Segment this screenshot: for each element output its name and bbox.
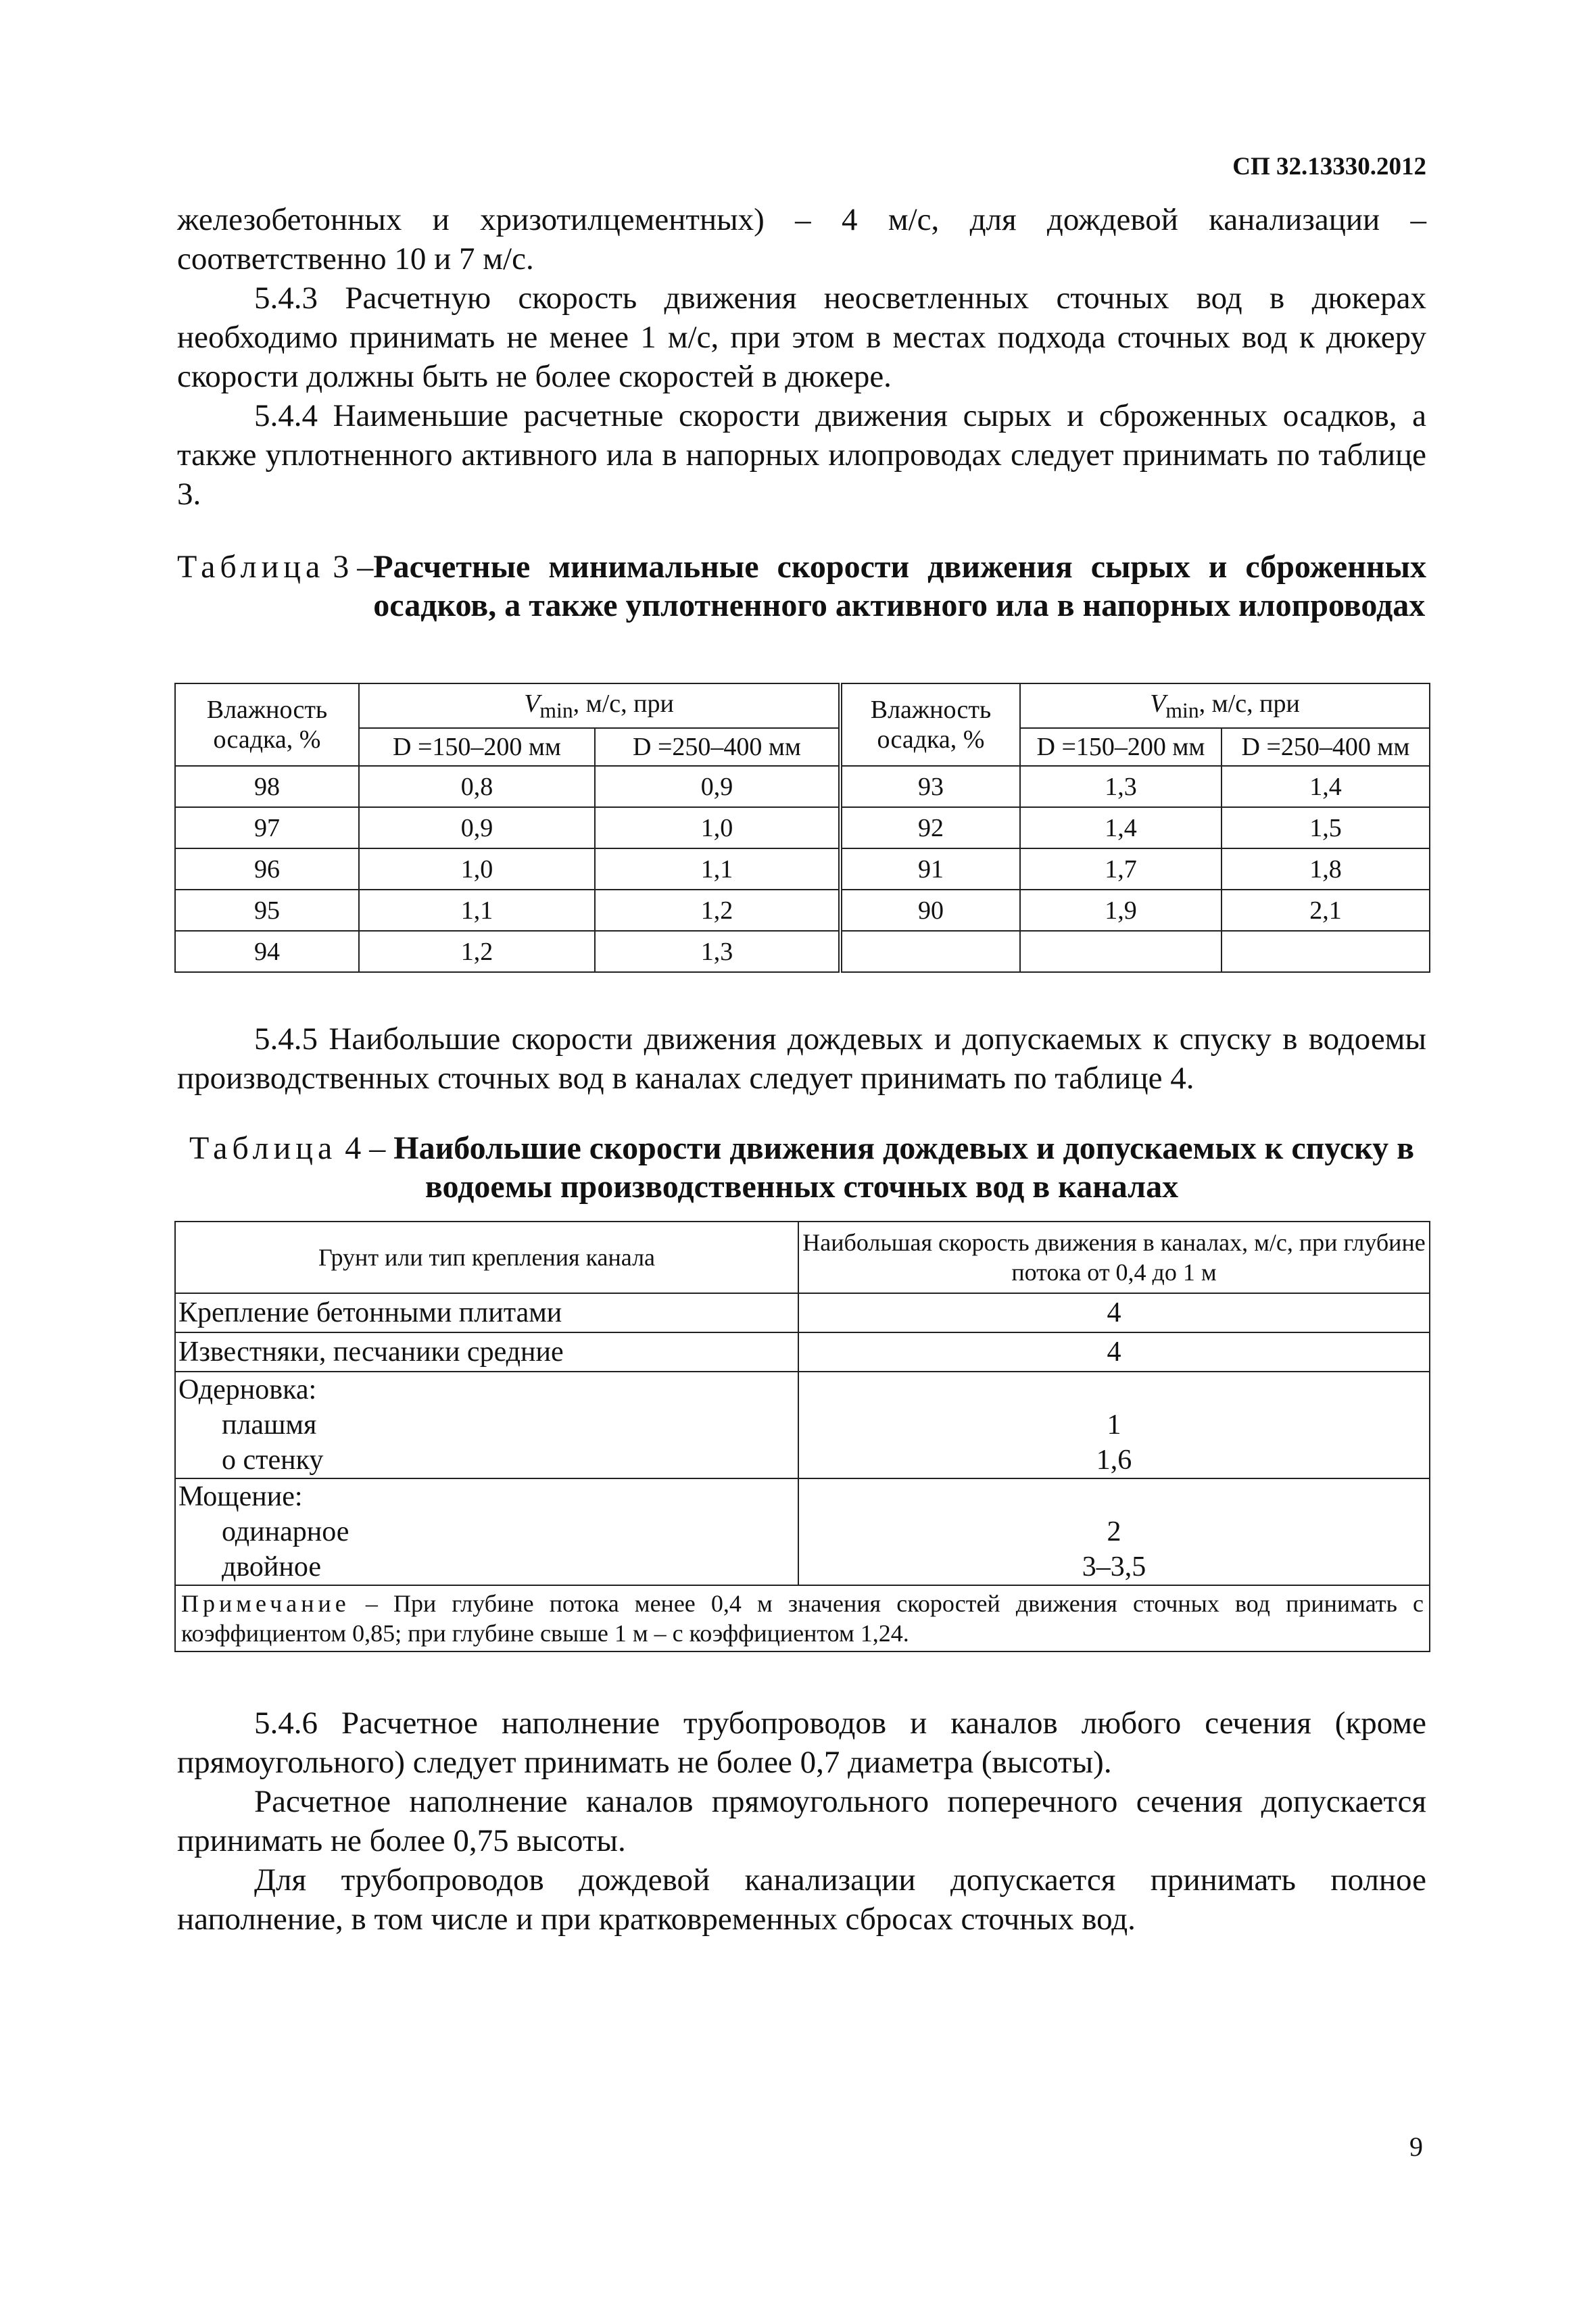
table-cell — [1020, 931, 1222, 972]
table3-sub-d2-right: D =250–400 мм — [1222, 728, 1430, 766]
table-cell: 1,9 — [1020, 890, 1222, 931]
table3-header-vmin-left — [359, 683, 840, 728]
row-sublabel: о стенку — [222, 1445, 324, 1476]
table-row — [175, 1293, 1430, 1332]
row-label: Одерновка: — [178, 1374, 317, 1405]
table3-vmin-unit: , м/с, при — [1199, 689, 1300, 718]
table-cell: 90 — [840, 890, 1020, 931]
table-cell: 0,9 — [595, 766, 840, 807]
table4-note-row — [175, 1585, 1430, 1651]
table3-vmin-unit: , м/с, при — [573, 689, 674, 718]
table-cell: 1,1 — [595, 848, 840, 890]
table-cell: 1,0 — [595, 807, 840, 848]
table-cell — [798, 1372, 1430, 1478]
table-cell — [1222, 931, 1430, 972]
table3-vmin-subscript: min — [1165, 698, 1199, 723]
table-cell: 92 — [840, 807, 1020, 848]
paragraph-5-4-5: 5.4.5 Наибольшие скорости движения дождевых и допускаемых к спуску в водоемы производственных сточных вод в каналах следует принимать по таблице 4. — [177, 1021, 1426, 1096]
table3-sub-d1-right: D =150–200 мм — [1020, 728, 1222, 766]
row-sublabel: двойное — [222, 1551, 322, 1583]
text-block-bottom — [177, 1704, 1426, 1939]
table-row — [175, 1332, 1430, 1372]
table-cell: Крепление бетонными плитами — [175, 1293, 798, 1332]
paragraph-continuation: железобетонных и хризотилцементных) – 4 м/с, для дождевой канализации – соответственно 10 и 7 м/с. — [177, 202, 1426, 276]
paragraph-fill-rect: Расчетное наполнение каналов прямоугольного поперечного сечения допускается принимать не более 0,75 высоты. — [177, 1784, 1426, 1858]
table-row — [175, 766, 1430, 807]
table4-caption-number: 4 – — [337, 1130, 394, 1166]
note-lead: Примечание — [181, 1590, 350, 1617]
paragraph-5-4-6: 5.4.6 Расчетное наполнение трубопроводов и каналов любого сечения (кроме прямоугольного) следует принимать не более 0,7 диаметра (высоты). — [177, 1706, 1426, 1780]
table-cell: 98 — [175, 766, 359, 807]
table-cell — [840, 931, 1020, 972]
text-block-top — [177, 200, 1426, 514]
note-text: – При глубине потока менее 0,4 м значения скоростей движения сточных вод принимать с коэффициентом 0,85; при глубине свыше 1 м – с коэффициентом 1,24. — [181, 1590, 1424, 1647]
table-cell: 95 — [175, 890, 359, 931]
table4-caption — [177, 1129, 1426, 1206]
table-cell: 0,9 — [359, 807, 595, 848]
table-row — [175, 807, 1430, 848]
row-sublabel: плашмя — [222, 1409, 317, 1441]
row-label: Мощение: — [178, 1481, 303, 1512]
table3-header-moisture-right: Влажность осадка, % — [840, 683, 1020, 766]
row-sublabel: одинарное — [222, 1516, 349, 1547]
table-cell: 93 — [840, 766, 1020, 807]
table3-sub-d2-left: D =250–400 мм — [595, 728, 840, 766]
table-row — [175, 848, 1430, 890]
table-cell: 1,4 — [1222, 766, 1430, 807]
table4-note — [175, 1585, 1430, 1651]
table-row — [175, 931, 1430, 972]
table3-caption-prefix — [177, 548, 373, 625]
row-value: 1,6 — [1096, 1445, 1132, 1476]
table-cell: 1,5 — [1222, 807, 1430, 848]
table3-vmin-symbol: V — [524, 689, 540, 718]
table-cell — [175, 1372, 798, 1478]
row-spacer — [802, 1479, 1426, 1514]
table-cell: 4 — [798, 1332, 1430, 1372]
table3-caption-lead: Таблица — [177, 549, 325, 585]
table-cell — [175, 1478, 798, 1585]
table3-vmin-subscript: min — [539, 698, 573, 723]
table4 — [174, 1221, 1430, 1652]
row-value: 1 — [1107, 1409, 1121, 1441]
table3-caption-title: Расчетные минимальные скорости движения сырых и сброженных осадков, а также уплотненного активного ила в напорных илопроводах — [373, 549, 1426, 623]
table-cell: 1,7 — [1020, 848, 1222, 890]
table3-header-moisture-left: Влажность осадка, % — [175, 683, 359, 766]
table-row — [175, 1372, 1430, 1478]
table-cell — [798, 1478, 1430, 1585]
table3-header-vmin-right — [1020, 683, 1430, 728]
table3-caption-number: 3 – — [324, 549, 374, 585]
table4-caption-title: Наибольшие скорости движения дождевых и допускаемых к спуску в водоемы производственных сточных вод в каналах — [393, 1130, 1415, 1205]
table-cell: 97 — [175, 807, 359, 848]
page-number: 9 — [1409, 2131, 1423, 2162]
table-row — [175, 1478, 1430, 1585]
table3 — [174, 683, 1430, 973]
table3-vmin-symbol: V — [1150, 689, 1166, 718]
paragraph-5-4-3: 5.4.3 Расчетную скорость движения неосветленных сточных вод в дюкерах необходимо принимать не менее 1 м/с, при этом в местах подхода сточных вод к дюкеру скорости должны быть не более скоростей в дюкере. — [177, 281, 1426, 394]
table3-header-row — [175, 683, 1430, 728]
table4-header-speed: Наибольшая скорость движения в каналах, м/с, при глубине потока от 0,4 до 1 м — [798, 1222, 1430, 1293]
table-cell: 1,1 — [359, 890, 595, 931]
table-cell: 91 — [840, 848, 1020, 890]
table-cell: 1,3 — [1020, 766, 1222, 807]
table-cell: 0,8 — [359, 766, 595, 807]
row-value: 2 — [1107, 1516, 1121, 1547]
table4-caption-lead: Таблица — [189, 1130, 337, 1166]
table-cell: 1,8 — [1222, 848, 1430, 890]
table3-subheader-row — [175, 728, 1430, 766]
table-row — [175, 890, 1430, 931]
table3-caption — [177, 548, 1426, 625]
table-cell: 1,2 — [595, 890, 840, 931]
table-cell: 2,1 — [1222, 890, 1430, 931]
table-cell: 1,2 — [359, 931, 595, 972]
table-cell: 4 — [798, 1293, 1430, 1332]
row-spacer — [802, 1372, 1426, 1407]
table-cell: Известняки, песчаники средние — [175, 1332, 798, 1372]
table-cell: 1,4 — [1020, 807, 1222, 848]
paragraph-fill-rain: Для трубопроводов дождевой канализации допускается принимать полное наполнение, в том числе и при кратковременных сбросах сточных вод. — [177, 1862, 1426, 1937]
table4-header-row — [175, 1222, 1430, 1293]
document-code: СП 32.13330.2012 — [1232, 153, 1426, 180]
table-cell: 94 — [175, 931, 359, 972]
paragraph-5-4-4: 5.4.4 Наименьшие расчетные скорости движения сырых и сброженных осадков, а также уплотненного активного ила в напорных илопроводах следует принимать по таблице 3. — [177, 398, 1426, 512]
text-block-mid — [177, 1019, 1426, 1098]
table3-sub-d1-left: D =150–200 мм — [359, 728, 595, 766]
row-value: 3–3,5 — [1082, 1551, 1146, 1583]
table-cell: 1,3 — [595, 931, 840, 972]
table-cell: 96 — [175, 848, 359, 890]
table4-header-ground: Грунт или тип крепления канала — [175, 1222, 798, 1293]
table-cell: 1,0 — [359, 848, 595, 890]
